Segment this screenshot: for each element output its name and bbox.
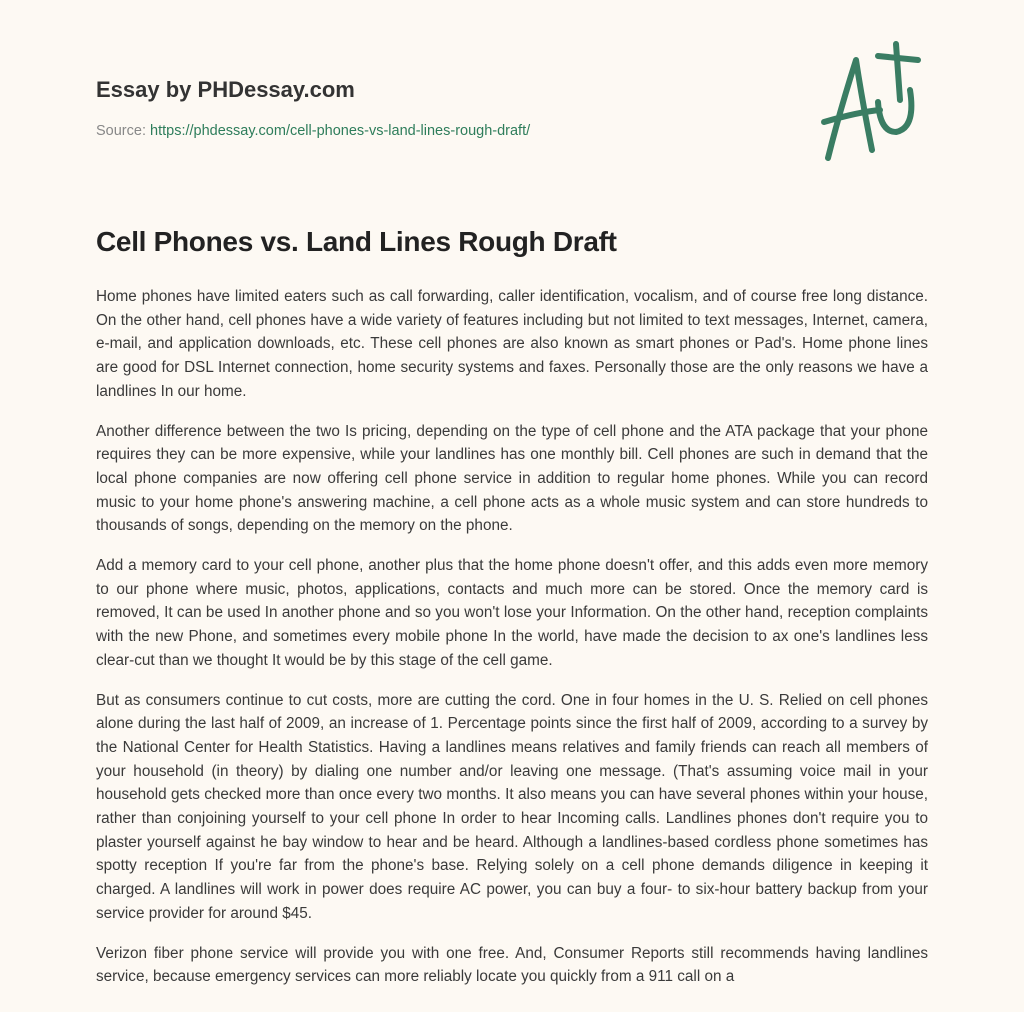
source-label: Source: [96,123,146,139]
source-line [96,123,530,139]
a-plus-logo-icon [818,40,928,165]
paragraph: Home phones have limited eaters such as call forwarding, caller identification, vocalism, and of course free long distance. On the other hand, cell phones have a wide variety of features including but not limited to text messages, Internet, camera, e-mail, and application downloads, etc. These cell phones are also known as smart phones or Pad's. Home phone lines are good for DSL Internet connection, home security systems and faxes. Personally those are the only reasons we have a landlines In our home. [96,288,928,400]
essay-body [96,285,928,1005]
site-brand: Essay by PHDessay.com [96,77,355,102]
source-link[interactable]: https://phdessay.com/cell-phones-vs-land-lines-rough-draft/ [150,123,531,139]
essay-title: Cell Phones vs. Land Lines Rough Draft [96,226,617,257]
paragraph: Verizon fiber phone service will provide you with one free. And, Consumer Reports still recommends having landlines service, because emergency services can more reliably locate you quickly from a 911 call on a [96,944,928,986]
paragraph: Another difference between the two Is pricing, depending on the type of cell phone and the ATA package that your phone requires they can be more expensive, while your landlines has one monthly bill. Cell phones are such in demand that the local phone companies are now offering cell phone service in addition to regular home phones. While you can record music to your home phone's answering machine, a cell phone acts as a whole music system and can store hundreds to thousands of songs, depending on the memory on the phone. [96,422,928,535]
paragraph: Add a memory card to your cell phone, another plus that the home phone doesn't offer, and this adds even more memory to our phone where music, photos, applications, contacts and much more can be stored. Once the memory card is removed, It can be used In another phone and so you won't lose your Information. On the other hand, reception complaints with the new Phone, and sometimes every mobile phone In the world, have made the decision to ax one's landlines less clear-cut than we thought It would be by this stage of the cell game. [96,557,928,669]
paragraph: But as consumers continue to cut costs, more are cutting the cord. One in four homes in the U. S. Relied on cell phones alone during the last half of 2009, an increase of 1. Percentage points since the first half of 2009, according to a survey by the National Center for Health Statistics. Having a landlines means relatives and family friends can reach all members of your household (in theory) by dialing one number and/or leaving one message. (That's assuming voice mail in your household gets checked more than once every two months. It also means you can have several phones within your house, rather than conjoining yourself to your cell phone In order to hear Incoming calls. Landlines phones don't require you to plaster yourself against he bay window to hear and be heard. Although a landlines-based cordless phone sometimes has spotty reception If you're far from the phone's base. Relying solely on a cell phone demands diligence in keeping it charged. A landlines will work in power does require AC power, you can buy a four- to six-hour battery backup from your service provider for around $45. [96,691,928,922]
